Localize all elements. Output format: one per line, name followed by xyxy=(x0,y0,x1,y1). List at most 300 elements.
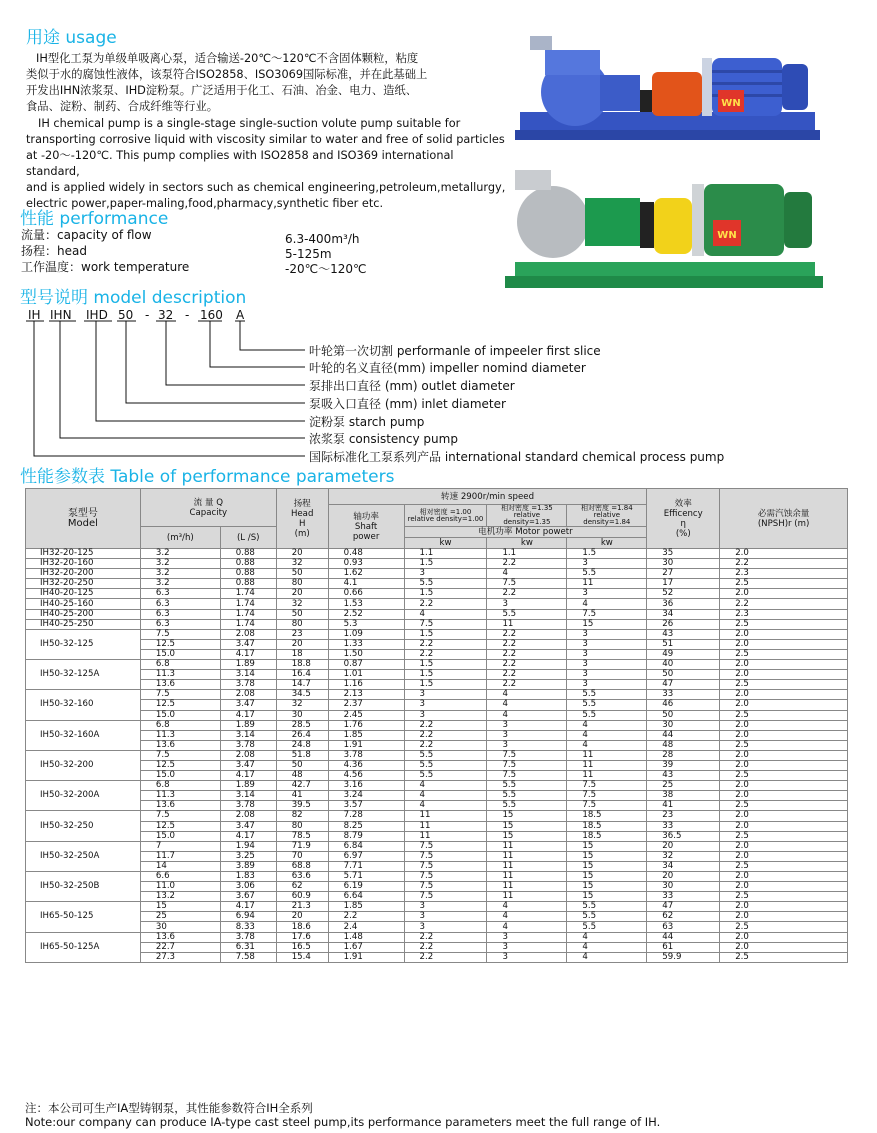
table-cell: 1.74 xyxy=(220,599,276,609)
table-cell: 4 xyxy=(487,700,567,710)
table-cell: 11 xyxy=(567,750,647,760)
table-cell: 41 xyxy=(647,801,720,811)
table-cell: 40 xyxy=(647,660,720,670)
table-cell: 47 xyxy=(647,902,720,912)
table-cell: 7 xyxy=(140,841,220,851)
table-cell: 15.0 xyxy=(140,771,220,781)
table-cell: 4.17 xyxy=(220,710,276,720)
table-row xyxy=(26,882,848,892)
green-pump-logo: WN xyxy=(717,230,737,241)
table-cell: 5.5 xyxy=(567,922,647,932)
table-cell: 2.2 xyxy=(487,649,567,659)
table-cell: 5.5 xyxy=(567,902,647,912)
table-cell: 63 xyxy=(647,922,720,932)
table-cell: 1.01 xyxy=(328,670,404,680)
table-cell: 5.71 xyxy=(328,872,404,882)
table-row xyxy=(26,791,848,801)
model-cell: IH32-20-250 xyxy=(26,579,141,589)
table-cell: 25 xyxy=(140,912,220,922)
perf-head-label: 扬程：head xyxy=(21,244,87,258)
table-cell: 2.0 xyxy=(720,750,848,760)
table-cell: 0.93 xyxy=(328,559,404,569)
table-cell: 2.0 xyxy=(720,639,848,649)
table-cell: 33 xyxy=(647,821,720,831)
table-cell: 0.87 xyxy=(328,660,404,670)
table-cell: 7.5 xyxy=(487,750,567,760)
table-cell: 11 xyxy=(487,892,567,902)
header-density-1: 相对密度 =1.00 relative density=1.00 xyxy=(404,505,487,527)
table-cell: 5.5 xyxy=(567,710,647,720)
table-cell: 3.78 xyxy=(220,740,276,750)
table-cell: 1.94 xyxy=(220,841,276,851)
table-cell: 2.0 xyxy=(720,760,848,770)
table-cell: 15 xyxy=(567,619,647,629)
table-cell: 11 xyxy=(487,851,567,861)
table-cell: 4 xyxy=(487,710,567,720)
model-desc-ih-series: 国际标准化工泵系列产品 international standard chemical process pump xyxy=(309,450,725,464)
table-row xyxy=(26,811,848,821)
table-cell: 2.0 xyxy=(720,670,848,680)
table-cell: 2.2 xyxy=(487,680,567,690)
table-cell: 3.06 xyxy=(220,882,276,892)
table-cell: 2.5 xyxy=(720,579,848,589)
table-cell: 11.3 xyxy=(140,730,220,740)
table-cell: 1.74 xyxy=(220,619,276,629)
table-cell: 1.5 xyxy=(404,670,487,680)
performance-table-body xyxy=(26,549,848,963)
table-cell: 62 xyxy=(276,882,328,892)
table-cell: 2.0 xyxy=(720,720,848,730)
table-row xyxy=(26,660,848,670)
table-cell: 1.16 xyxy=(328,680,404,690)
table-cell: 1.1 xyxy=(487,549,567,559)
table-cell: 17.6 xyxy=(276,932,328,942)
table-cell: 2.2 xyxy=(487,670,567,680)
model-cell: IH65-50-125A xyxy=(26,932,141,962)
perf-temp-label: 工作温度：work temperature xyxy=(21,260,190,274)
model-code-ihd: IHD xyxy=(86,308,108,322)
table-cell: 1.89 xyxy=(220,660,276,670)
model-desc-impeller: 叶轮的名义直径(mm) impeller nomind diameter xyxy=(309,361,586,375)
table-cell: 2.0 xyxy=(720,589,848,599)
model-cell: IH40-25-200 xyxy=(26,609,141,619)
table-cell: 11 xyxy=(567,760,647,770)
table-cell: 18.6 xyxy=(276,922,328,932)
table-row xyxy=(26,872,848,882)
table-cell: 12.5 xyxy=(140,639,220,649)
table-cell: 5.5 xyxy=(487,781,567,791)
table-cell: 0.48 xyxy=(328,549,404,559)
table-cell: 30 xyxy=(276,710,328,720)
model-cell: IH32-20-160 xyxy=(26,559,141,569)
table-cell: 3 xyxy=(567,639,647,649)
table-cell: 43 xyxy=(647,771,720,781)
model-cell: IH32-20-125 xyxy=(26,549,141,559)
table-cell: 11 xyxy=(404,831,487,841)
table-cell: 18.8 xyxy=(276,660,328,670)
header-kw: kw xyxy=(487,538,567,549)
table-cell: 15 xyxy=(567,851,647,861)
header-kw: kw xyxy=(567,538,647,549)
table-cell: 4 xyxy=(567,942,647,952)
table-cell: 11 xyxy=(487,619,567,629)
table-cell: 34 xyxy=(647,861,720,871)
table-cell: 62 xyxy=(647,912,720,922)
table-row xyxy=(26,771,848,781)
table-cell: 50 xyxy=(647,710,720,720)
table-cell: 30 xyxy=(647,559,720,569)
table-cell: 3 xyxy=(487,942,567,952)
table-cell: 7.5 xyxy=(140,750,220,760)
table-cell: 15.4 xyxy=(276,952,328,962)
table-cell: 2.08 xyxy=(220,811,276,821)
table-cell: 1.5 xyxy=(404,680,487,690)
table-cell: 3.14 xyxy=(220,670,276,680)
table-cell: 20 xyxy=(276,639,328,649)
table-row xyxy=(26,730,848,740)
table-cell: 17 xyxy=(647,579,720,589)
model-cell: IH50-32-160A xyxy=(26,720,141,750)
table-cell: 3 xyxy=(404,912,487,922)
table-cell: 3 xyxy=(404,569,487,579)
table-cell: 15.0 xyxy=(140,710,220,720)
table-cell: 20 xyxy=(276,589,328,599)
table-cell: 18.5 xyxy=(567,831,647,841)
table-cell: 7.5 xyxy=(567,609,647,619)
table-cell: 3.14 xyxy=(220,730,276,740)
table-cell: 2.5 xyxy=(720,740,848,750)
table-cell: 36.5 xyxy=(647,831,720,841)
table-cell: 2.2 xyxy=(404,932,487,942)
table-cell: 2.08 xyxy=(220,629,276,639)
table-cell: 5.5 xyxy=(404,771,487,781)
table-cell: 13.6 xyxy=(140,801,220,811)
table-cell: 2.4 xyxy=(328,922,404,932)
table-row xyxy=(26,559,848,569)
model-code-ih: IH xyxy=(28,308,41,322)
table-cell: 68.8 xyxy=(276,861,328,871)
table-cell: 15 xyxy=(567,882,647,892)
table-cell: 6.8 xyxy=(140,720,220,730)
table-cell: 11 xyxy=(404,811,487,821)
table-cell: 1.91 xyxy=(328,740,404,750)
table-row xyxy=(26,912,848,922)
table-cell: 5.5 xyxy=(487,609,567,619)
table-cell: 3.78 xyxy=(220,932,276,942)
blue-pump-logo: WN xyxy=(721,98,741,109)
table-row xyxy=(26,690,848,700)
table-row xyxy=(26,892,848,902)
table-cell: 1.62 xyxy=(328,569,404,579)
table-cell: 8.33 xyxy=(220,922,276,932)
table-cell: 11 xyxy=(567,579,647,589)
table-cell: 11.3 xyxy=(140,670,220,680)
table-cell: 3.16 xyxy=(328,781,404,791)
table-row xyxy=(26,831,848,841)
table-cell: 59.9 xyxy=(647,952,720,962)
table-cell: 20 xyxy=(647,872,720,882)
table-cell: 2.0 xyxy=(720,549,848,559)
table-row xyxy=(26,619,848,629)
table-cell: 3.2 xyxy=(140,579,220,589)
table-cell: 16.5 xyxy=(276,942,328,952)
table-cell: 11 xyxy=(487,861,567,871)
model-cell: IH40-20-125 xyxy=(26,589,141,599)
table-row xyxy=(26,781,848,791)
table-cell: 7.5 xyxy=(404,872,487,882)
table-cell: 5.5 xyxy=(404,760,487,770)
model-code-dash: - xyxy=(185,308,190,322)
model-cell: IH50-32-250A xyxy=(26,841,141,871)
table-cell: 14.7 xyxy=(276,680,328,690)
table-cell: 26.4 xyxy=(276,730,328,740)
table-row xyxy=(26,569,848,579)
table-cell: 2.2 xyxy=(404,952,487,962)
performance-title: 性能 performance xyxy=(20,209,169,229)
table-cell: 3 xyxy=(404,710,487,720)
table-row xyxy=(26,720,848,730)
model-cell: IH40-25-250 xyxy=(26,619,141,629)
table-row xyxy=(26,579,848,589)
table-cell: 28 xyxy=(647,750,720,760)
table-cell: 15 xyxy=(567,861,647,871)
table-cell: 0.88 xyxy=(220,559,276,569)
table-cell: 6.31 xyxy=(220,942,276,952)
table-cell: 4 xyxy=(487,569,567,579)
table-cell: 4.36 xyxy=(328,760,404,770)
table-row xyxy=(26,932,848,942)
table-cell: 33 xyxy=(647,892,720,902)
model-desc-slice: 叶轮第一次切割 performanle of impeeler first slice xyxy=(309,344,601,358)
table-cell: 12.5 xyxy=(140,760,220,770)
table-cell: 1.33 xyxy=(328,639,404,649)
table-cell: 2.0 xyxy=(720,851,848,861)
table-cell: 30 xyxy=(647,720,720,730)
table-cell: 4 xyxy=(404,801,487,811)
model-cell: IH50-32-250 xyxy=(26,811,141,841)
table-cell: 0.66 xyxy=(328,589,404,599)
table-cell: 15.0 xyxy=(140,649,220,659)
table-cell: 15 xyxy=(567,841,647,851)
table-cell: 3 xyxy=(567,559,647,569)
model-cell: IH50-32-200A xyxy=(26,781,141,811)
usage-cn-line: 类似于水的腐蚀性液体，该泵符合ISO2858、ISO3069国际标准，并在此基础上 xyxy=(26,68,428,81)
table-cell: 34 xyxy=(647,609,720,619)
table-cell: 2.5 xyxy=(720,771,848,781)
table-cell: 1.53 xyxy=(328,599,404,609)
table-cell: 2.2 xyxy=(487,639,567,649)
table-cell: 50 xyxy=(276,569,328,579)
table-cell: 6.8 xyxy=(140,781,220,791)
table-cell: 70 xyxy=(276,851,328,861)
table-cell: 3 xyxy=(404,922,487,932)
model-desc-title: 型号说明 model description xyxy=(20,288,247,308)
table-cell: 7.5 xyxy=(404,892,487,902)
table-cell: 4 xyxy=(567,599,647,609)
table-cell: 3.14 xyxy=(220,791,276,801)
model-code-impeller: 160 xyxy=(200,308,223,322)
table-cell: 4.17 xyxy=(220,831,276,841)
table-cell: 34.5 xyxy=(276,690,328,700)
table-cell: 2.0 xyxy=(720,872,848,882)
header-efficiency: 效率 Efficency η (%) xyxy=(647,489,720,549)
table-cell: 27 xyxy=(647,569,720,579)
table-cell: 3 xyxy=(404,700,487,710)
table-cell: 2.0 xyxy=(720,660,848,670)
table-title: 性能参数表 Table of performance parameters xyxy=(20,467,395,487)
table-cell: 0.88 xyxy=(220,549,276,559)
table-cell: 44 xyxy=(647,932,720,942)
table-cell: 11 xyxy=(567,771,647,781)
table-cell: 18.5 xyxy=(567,821,647,831)
usage-en-line: transporting corrosive liquid with viscosity similar to water and free of solid particles xyxy=(26,133,505,146)
table-cell: 3.47 xyxy=(220,760,276,770)
table-cell: 7.5 xyxy=(404,861,487,871)
table-cell: 2.08 xyxy=(220,690,276,700)
table-cell: 6.84 xyxy=(328,841,404,851)
table-cell: 1.83 xyxy=(220,872,276,882)
table-cell: 1.85 xyxy=(328,902,404,912)
table-cell: 2.0 xyxy=(720,902,848,912)
table-row xyxy=(26,942,848,952)
table-cell: 3 xyxy=(404,902,487,912)
header-capacity: 流 量 Q Capacity xyxy=(140,489,276,527)
table-cell: 2.37 xyxy=(328,700,404,710)
table-cell: 11 xyxy=(487,882,567,892)
table-cell: 15 xyxy=(567,872,647,882)
table-cell: 5.5 xyxy=(567,690,647,700)
table-cell: 32 xyxy=(276,599,328,609)
table-cell: 52 xyxy=(647,589,720,599)
table-cell: 2.0 xyxy=(720,942,848,952)
table-cell: 3.67 xyxy=(220,892,276,902)
table-cell: 8.79 xyxy=(328,831,404,841)
header-model: 泵型号 Model xyxy=(26,489,141,549)
table-cell: 15 xyxy=(140,902,220,912)
usage-en-line: electric power,paper-maling,food,pharmacy,synthetic fiber etc. xyxy=(26,197,384,210)
table-cell: 35 xyxy=(647,549,720,559)
table-cell: 6.3 xyxy=(140,609,220,619)
table-cell: 1.5 xyxy=(404,559,487,569)
table-cell: 2.2 xyxy=(404,942,487,952)
table-row xyxy=(26,599,848,609)
table-cell: 49 xyxy=(647,649,720,659)
table-cell: 50 xyxy=(276,760,328,770)
table-cell: 5.5 xyxy=(404,750,487,760)
table-cell: 3.24 xyxy=(328,791,404,801)
table-cell: 30 xyxy=(140,922,220,932)
table-cell: 7.5 xyxy=(487,760,567,770)
table-cell: 4 xyxy=(567,932,647,942)
table-cell: 2.52 xyxy=(328,609,404,619)
table-cell: 26 xyxy=(647,619,720,629)
table-cell: 30 xyxy=(647,882,720,892)
model-cell: IH50-32-125A xyxy=(26,660,141,690)
table-cell: 3 xyxy=(487,740,567,750)
table-cell: 2.0 xyxy=(720,932,848,942)
table-cell: 1.89 xyxy=(220,781,276,791)
table-cell: 25 xyxy=(647,781,720,791)
table-cell: 38 xyxy=(647,791,720,801)
table-cell: 2.13 xyxy=(328,690,404,700)
model-cell: IH65-50-125 xyxy=(26,902,141,932)
table-cell: 4 xyxy=(567,730,647,740)
table-row xyxy=(26,740,848,750)
table-cell: 2.5 xyxy=(720,892,848,902)
table-cell: 11 xyxy=(487,872,567,882)
table-cell: 3.57 xyxy=(328,801,404,811)
table-cell: 23 xyxy=(647,811,720,821)
table-cell: 11.7 xyxy=(140,851,220,861)
table-cell: 80 xyxy=(276,619,328,629)
table-cell: 14 xyxy=(140,861,220,871)
table-row xyxy=(26,549,848,559)
table-cell: 13.6 xyxy=(140,680,220,690)
table-cell: 2.2 xyxy=(487,559,567,569)
table-row xyxy=(26,821,848,831)
table-row xyxy=(26,639,848,649)
table-cell: 32 xyxy=(647,851,720,861)
table-cell: 36 xyxy=(647,599,720,609)
table-cell: 1.74 xyxy=(220,589,276,599)
model-cell: IH50-32-160 xyxy=(26,690,141,720)
perf-head-value: 5-125m xyxy=(285,247,332,261)
model-cell: IH50-32-125 xyxy=(26,629,141,659)
table-cell: 1.1 xyxy=(404,549,487,559)
table-cell: 18.5 xyxy=(567,811,647,821)
table-cell: 4.1 xyxy=(328,579,404,589)
table-cell: 5.5 xyxy=(567,700,647,710)
table-cell: 32 xyxy=(276,700,328,710)
table-cell: 3 xyxy=(487,952,567,962)
table-cell: 3.25 xyxy=(220,851,276,861)
table-cell: 7.28 xyxy=(328,811,404,821)
table-cell: 6.94 xyxy=(220,912,276,922)
note-cn: 注：本公司可生产IA型铸钢泵，其性能参数符合IH全系列 xyxy=(25,1101,313,1115)
table-cell: 2.2 xyxy=(720,559,848,569)
table-cell: 2.5 xyxy=(720,952,848,962)
table-cell: 80 xyxy=(276,821,328,831)
table-cell: 2.0 xyxy=(720,821,848,831)
header-m3h: (m³/h) xyxy=(140,527,220,549)
model-code-ihn: IHN xyxy=(50,308,72,322)
table-cell: 3 xyxy=(487,730,567,740)
table-cell: 24.8 xyxy=(276,740,328,750)
model-cell: IH50-32-250B xyxy=(26,872,141,902)
header-ls: (L /S) xyxy=(220,527,276,549)
table-cell: 4.17 xyxy=(220,771,276,781)
table-cell: 1.74 xyxy=(220,609,276,619)
usage-title: 用途 usage xyxy=(26,28,117,48)
table-cell: 2.5 xyxy=(720,831,848,841)
table-cell: 2.5 xyxy=(720,680,848,690)
table-cell: 12.5 xyxy=(140,700,220,710)
table-cell: 7.5 xyxy=(404,619,487,629)
table-cell: 2.5 xyxy=(720,861,848,871)
model-cell: IH50-32-200 xyxy=(26,750,141,780)
table-cell: 3.78 xyxy=(220,680,276,690)
table-cell: 2.2 xyxy=(720,599,848,609)
header-shaft-power: 轴功率 Shaft power xyxy=(328,505,404,549)
table-cell: 71.9 xyxy=(276,841,328,851)
model-code-slice: A xyxy=(236,308,245,322)
table-cell: 5.5 xyxy=(487,791,567,801)
perf-temp-value: -20℃～120℃ xyxy=(285,262,367,276)
table-row xyxy=(26,861,848,871)
table-cell: 7.5 xyxy=(404,841,487,851)
table-cell: 12.5 xyxy=(140,821,220,831)
table-cell: 2.2 xyxy=(328,912,404,922)
